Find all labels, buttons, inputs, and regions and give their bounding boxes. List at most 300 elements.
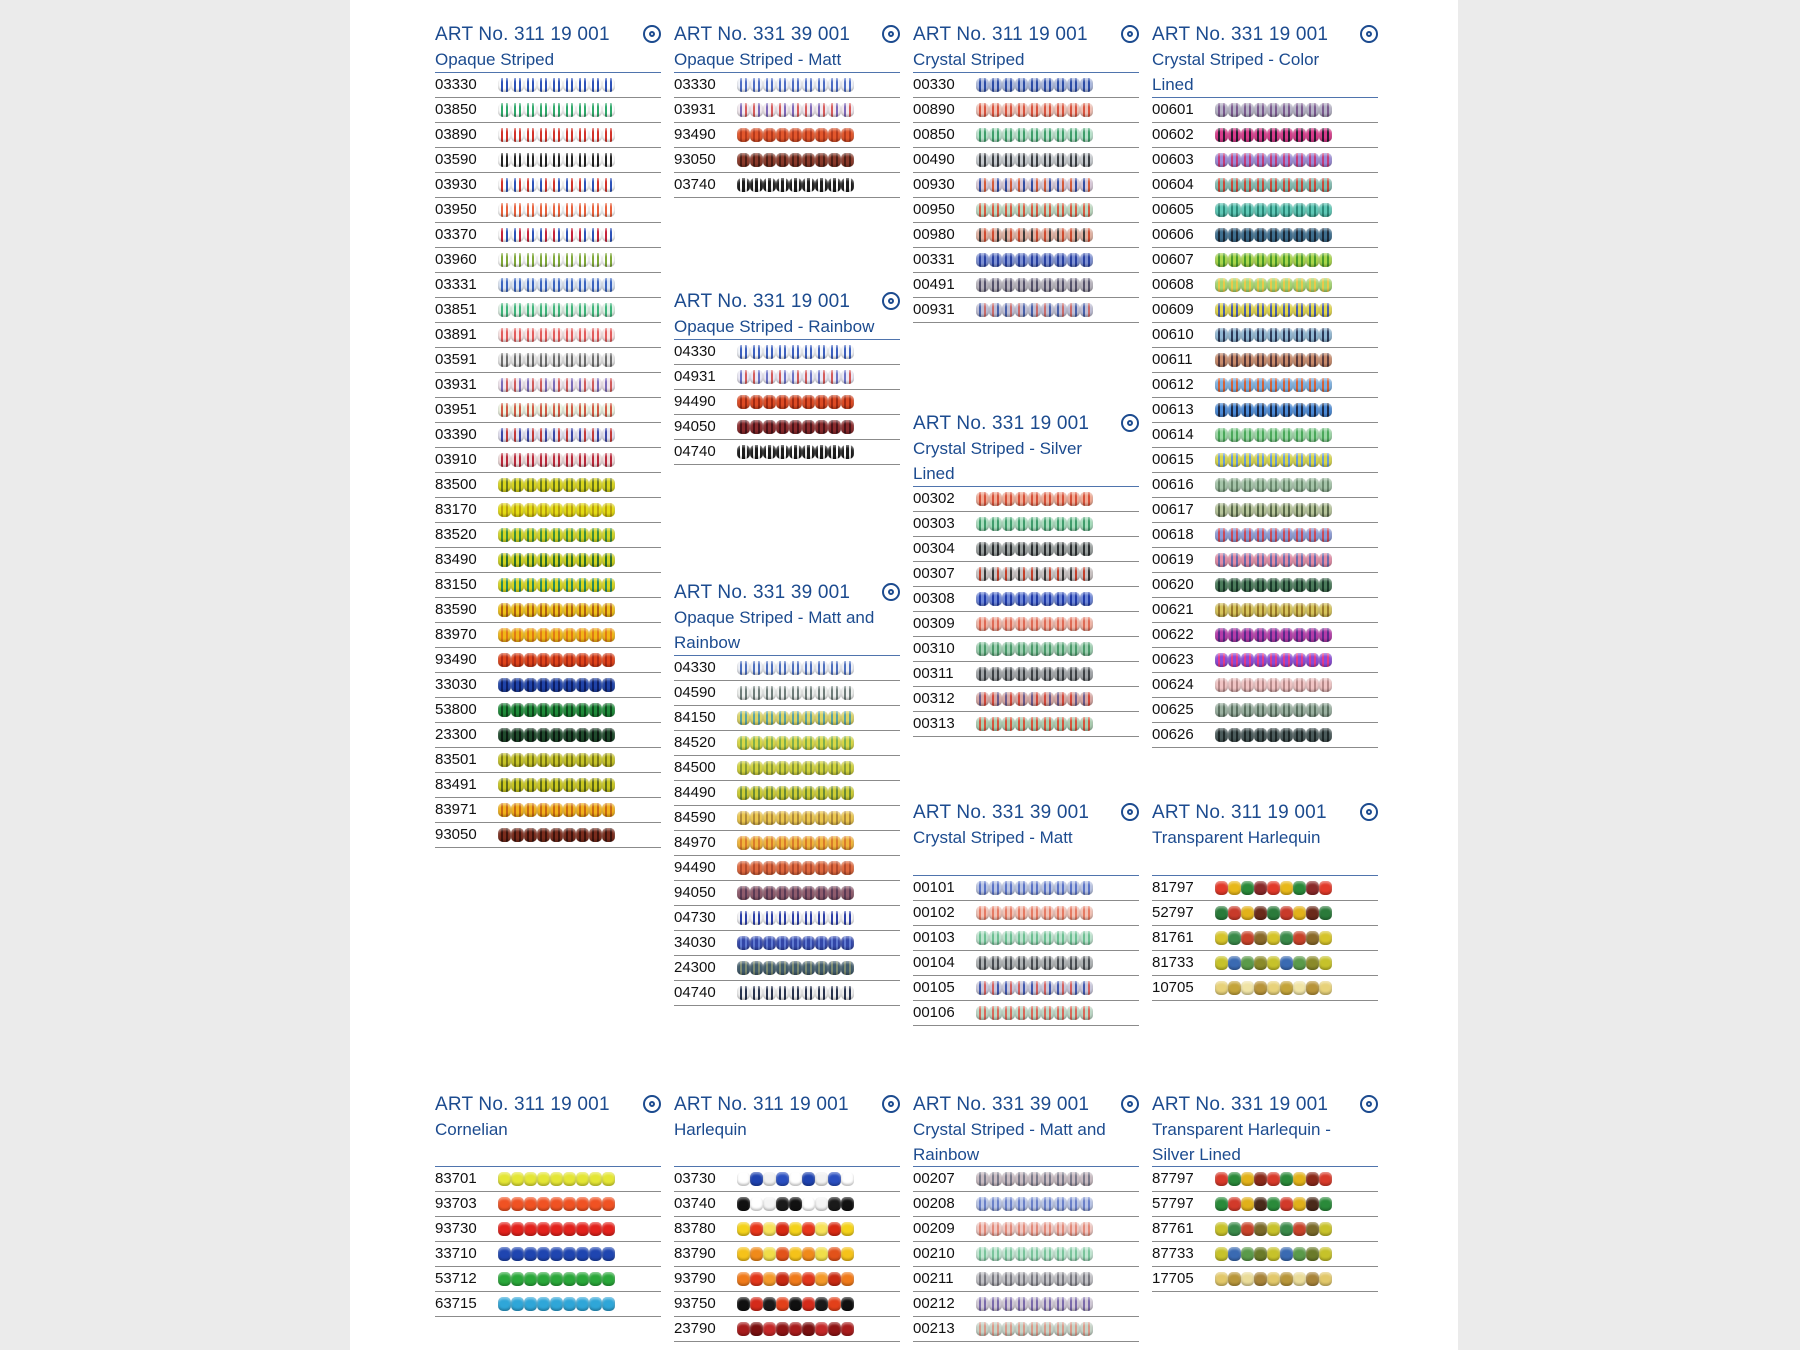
color-list [435,1166,661,1317]
bead [537,453,550,467]
bead [1280,353,1293,367]
bead [841,786,854,800]
bead [1228,1247,1241,1261]
bead [1028,517,1041,531]
bead [976,692,989,706]
bead [563,78,576,92]
bead [537,678,550,692]
bead [1241,703,1254,717]
bead [498,378,511,392]
bead [1041,1222,1054,1236]
color-list [1152,97,1378,748]
bead [1054,1172,1067,1186]
bead [789,370,802,384]
bead [1067,931,1080,945]
bead [511,578,524,592]
bead [1306,956,1319,970]
bead [1254,328,1267,342]
color-row [1152,648,1378,673]
bead [763,836,776,850]
bead [763,345,776,359]
bead [1002,303,1015,317]
color-row [1152,951,1378,976]
color-row [1152,673,1378,698]
bead [1215,153,1228,167]
bead [976,1197,989,1211]
bead [1241,303,1254,317]
bead [1028,981,1041,995]
bead [524,603,537,617]
color-row [1152,976,1378,1001]
bead [1241,578,1254,592]
bead [589,453,602,467]
bead [498,578,511,592]
color-row [674,440,900,465]
color-row [435,323,661,348]
bead [841,178,854,192]
bead [1306,503,1319,517]
bead [498,678,511,692]
bead [524,478,537,492]
bead-strand [1215,253,1335,267]
bead [589,403,602,417]
bead-strand [737,686,857,700]
bead [1067,1222,1080,1236]
bead [802,78,815,92]
bead [498,753,511,767]
bead [1067,642,1080,656]
color-row [1152,523,1378,548]
bead [1028,78,1041,92]
bead [841,836,854,850]
color-row [1152,723,1378,748]
bead [1028,203,1041,217]
bead-strand [976,1172,1096,1186]
bead [602,203,615,217]
bead [815,786,828,800]
bead [1267,453,1280,467]
bead [537,1197,550,1211]
bead [550,1222,563,1236]
article-number: ART No. 311 19 001 [435,24,610,45]
bead [1028,1222,1041,1236]
color-code: 93750 [674,1295,716,1312]
color-row [435,448,661,473]
bead [550,403,563,417]
article-number: ART No. 331 39 001 [674,24,851,45]
bead [537,503,550,517]
bead [1267,931,1280,945]
bead [989,1006,1002,1020]
color-code: 84590 [674,809,716,826]
color-row [435,348,661,373]
bead [537,553,550,567]
bead [1015,717,1028,731]
bead [511,103,524,117]
bead [602,578,615,592]
bead-strand [498,503,618,517]
color-row [435,623,661,648]
bead [1228,403,1241,417]
color-row [913,976,1139,1001]
bead-strand [976,592,1096,606]
bead [1067,567,1080,581]
bead [976,1172,989,1186]
bead [537,228,550,242]
color-code: 23300 [435,726,477,743]
color-code: 03330 [674,76,716,93]
color-row [435,173,661,198]
bead [802,761,815,775]
color-row [435,373,661,398]
bead [1015,1172,1028,1186]
color-code: 94050 [674,418,716,435]
bead [1254,678,1267,692]
bead-strand [737,836,857,850]
bead [763,78,776,92]
color-code: 00207 [913,1170,955,1187]
bead [989,617,1002,631]
bead [802,103,815,117]
bead [828,886,841,900]
bead [1280,603,1293,617]
bead-strand [498,278,618,292]
bead [1306,303,1319,317]
bead [498,728,511,742]
bead [1080,981,1093,995]
catalog-page [350,0,1458,1350]
bead [1015,203,1028,217]
bead [976,203,989,217]
bead [511,678,524,692]
bead-strand [737,1322,857,1336]
bead [815,686,828,700]
bead [1241,203,1254,217]
bead-strand [976,1272,1096,1286]
bead [802,861,815,875]
bead [1293,353,1306,367]
bead [989,253,1002,267]
color-code: 00307 [913,565,955,582]
bead [815,178,828,192]
bead [511,403,524,417]
bead [1319,278,1332,292]
bead [524,253,537,267]
bead [563,128,576,142]
bead [576,428,589,442]
color-code: 04931 [674,368,716,385]
bead [511,128,524,142]
bead [763,786,776,800]
bead [1306,528,1319,542]
color-row [913,223,1139,248]
bead [1319,931,1332,945]
bead [1319,1247,1332,1261]
bead [1041,667,1054,681]
color-row [1152,298,1378,323]
bead [1228,628,1241,642]
color-row [913,173,1139,198]
bead [498,553,511,567]
bead [1015,278,1028,292]
color-code: 03330 [435,76,477,93]
bead [1254,1247,1267,1261]
bead [602,403,615,417]
bead [576,678,589,692]
bead [1041,203,1054,217]
bead [976,906,989,920]
color-code: 03850 [435,101,477,118]
color-code: 00309 [913,615,955,632]
bead [550,303,563,317]
bead [550,328,563,342]
bead [1015,1322,1028,1336]
color-code: 00620 [1152,576,1194,593]
bead [976,592,989,606]
bead [1293,428,1306,442]
bead [1306,228,1319,242]
bead [1228,881,1241,895]
bead [1293,328,1306,342]
bead [498,428,511,442]
color-row [435,398,661,423]
bead [576,278,589,292]
bead-strand [976,492,1096,506]
bead [1319,103,1332,117]
bead [789,395,802,409]
bead [602,628,615,642]
bead [1254,1197,1267,1211]
article-number: ART No. 311 19 001 [913,24,1088,45]
bead [1241,1172,1254,1186]
bead [1015,1297,1028,1311]
bead [511,203,524,217]
bead-strand [498,678,618,692]
bead [1215,628,1228,642]
color-code: 83491 [435,776,477,793]
color-row [674,956,900,981]
bead [1241,453,1254,467]
color-row [674,681,900,706]
bead-strand [498,103,618,117]
bead [550,203,563,217]
bead [1228,278,1241,292]
bead [589,778,602,792]
bead [828,1322,841,1336]
bead [750,1247,763,1261]
bead-strand [976,78,1096,92]
bead [989,153,1002,167]
bead [511,478,524,492]
bead [1015,1006,1028,1020]
color-row [435,123,661,148]
bead [498,628,511,642]
color-code: 00303 [913,515,955,532]
bead [815,1172,828,1186]
bead-strand [737,78,857,92]
color-row [1152,148,1378,173]
bead-strand [498,353,618,367]
bead [1215,1222,1228,1236]
bead [1241,906,1254,920]
bead [1228,578,1241,592]
bead [602,1172,615,1186]
bead [763,420,776,434]
color-code: 93490 [674,126,716,143]
bead [1306,103,1319,117]
bead [1280,478,1293,492]
bead [1041,1172,1054,1186]
bead [737,103,750,117]
bead [602,778,615,792]
color-row [913,637,1139,662]
bead [1319,353,1332,367]
bead-strand [498,253,618,267]
bead [1028,1172,1041,1186]
color-list [674,655,900,1006]
bead [828,1272,841,1286]
bead [1319,653,1332,667]
bead [524,1172,537,1186]
bead [815,1322,828,1336]
bead [1041,592,1054,606]
bead [1015,981,1028,995]
color-code: 00930 [913,176,955,193]
bead [1306,478,1319,492]
bead [1306,578,1319,592]
bead [750,661,763,675]
bead [1002,128,1015,142]
bead [815,911,828,925]
bead [1293,1247,1306,1261]
bead [802,711,815,725]
bead [1306,628,1319,642]
bead [1215,653,1228,667]
bead [1054,717,1067,731]
bead [1002,203,1015,217]
bead [1080,542,1093,556]
bead [511,303,524,317]
bead [1241,881,1254,895]
bead [511,153,524,167]
bead-size-icon [643,25,661,43]
bead-size-icon [1360,803,1378,821]
bead [841,811,854,825]
bead-strand [976,642,1096,656]
bead-type-title: Opaque Striped - Matt and Rainbow [674,608,875,652]
bead [1241,153,1254,167]
bead [1306,328,1319,342]
bead [776,886,789,900]
bead-strand [498,453,618,467]
bead [815,420,828,434]
color-code: 83170 [435,501,477,518]
bead [1306,728,1319,742]
bead [976,981,989,995]
bead [537,528,550,542]
bead [498,278,511,292]
bead [1241,553,1254,567]
bead [750,103,763,117]
bead [1319,728,1332,742]
bead [511,1272,524,1286]
bead [511,1222,524,1236]
bead [602,328,615,342]
bead [989,592,1002,606]
bead [1054,78,1067,92]
bead [1215,956,1228,970]
bead [989,956,1002,970]
bead [1254,478,1267,492]
bead [1015,178,1028,192]
color-code: 52797 [1152,904,1194,921]
bead [802,345,815,359]
color-code: 24300 [674,959,716,976]
bead-strand [498,803,618,817]
color-code: 03591 [435,351,477,368]
bead [1215,478,1228,492]
color-row [913,1167,1139,1192]
bead [498,178,511,192]
color-code: 00613 [1152,401,1194,418]
bead [815,345,828,359]
bead [1293,553,1306,567]
color-code: 00931 [913,301,955,318]
bead [1228,353,1241,367]
bead [828,686,841,700]
bead-strand [976,153,1096,167]
color-code: 33710 [435,1245,477,1262]
bead-strand [737,1272,857,1286]
color-code: 00101 [913,879,955,896]
bead [750,445,763,459]
color-code: 83971 [435,801,477,818]
color-code: 03890 [435,126,477,143]
bead [498,303,511,317]
color-row [674,73,900,98]
bead [828,661,841,675]
bead-strand [976,931,1096,945]
bead [1267,103,1280,117]
bead-strand [1215,1272,1335,1286]
bead [1002,517,1015,531]
bead [498,1222,511,1236]
bead [1319,703,1332,717]
bead [976,517,989,531]
bead [589,228,602,242]
bead-type-title: Crystal Striped - Silver Lined [913,439,1083,483]
bead [776,1247,789,1261]
bead [763,686,776,700]
bead [776,836,789,850]
bead [737,178,750,192]
bead [1067,981,1080,995]
bead [1241,253,1254,267]
bead [1267,628,1280,642]
color-row [1152,498,1378,523]
color-row [435,523,661,548]
bead [1067,956,1080,970]
bead-strand [976,178,1096,192]
bead [1267,1247,1280,1261]
bead-strand [1215,228,1335,242]
bead [1228,703,1241,717]
bead-strand [976,542,1096,556]
bead [589,128,602,142]
bead [989,692,1002,706]
bead [976,667,989,681]
bead [776,1197,789,1211]
